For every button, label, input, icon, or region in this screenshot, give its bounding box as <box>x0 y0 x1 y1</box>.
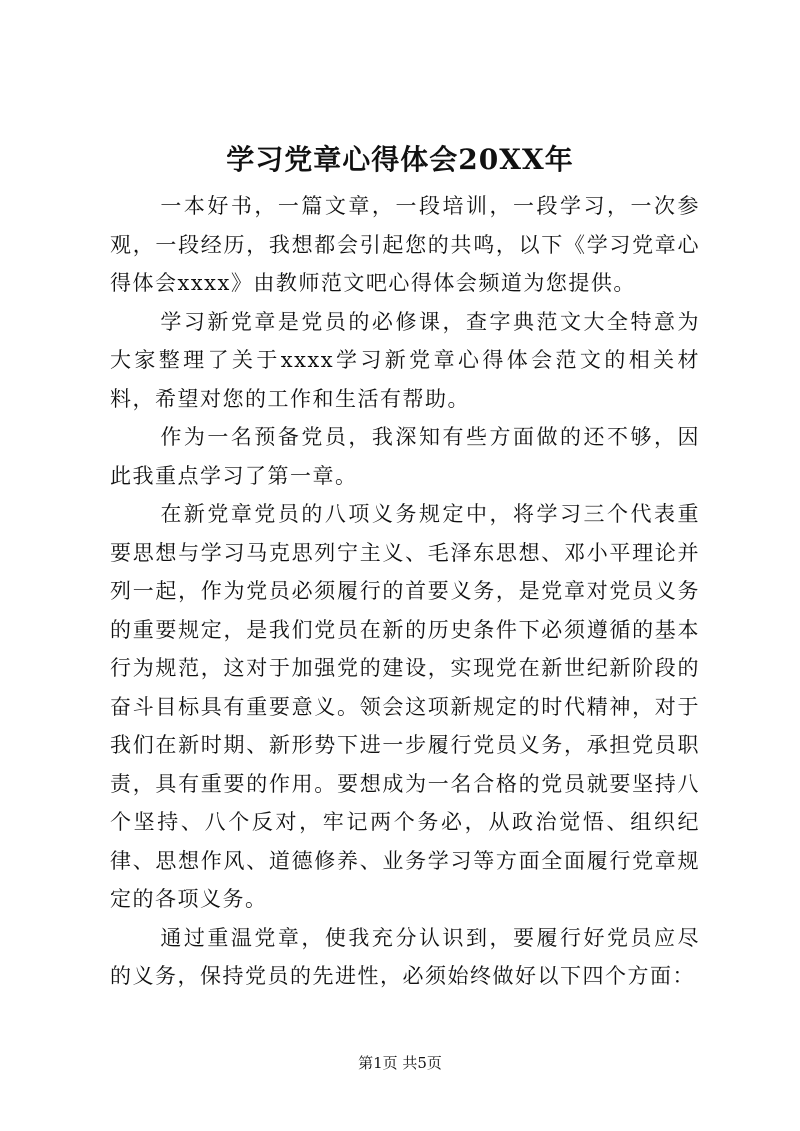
page-footer: 第1页 共5页 <box>358 1054 442 1072</box>
paragraph-2: 学习新党章是党员的必修课，查字典范文大全特意为大家整理了关于xxxx学习新党章心得体会范文的相关材料，希望对您的工作和生活有帮助。 <box>110 309 700 411</box>
paragraph-1: 一本好书，一篇文章，一段培训，一段学习，一次参观，一段经历，我想都会引起您的共鸣，以下《学习党章心得体会xxxx》由教师范文吧心得体会频道为您提供。 <box>110 194 700 295</box>
paragraph-5: 通过重温党章，使我充分认识到，要履行好党员应尽的义务，保持党员的先进性，必须始终做好以下四个方面： <box>110 925 700 988</box>
paragraph-4: 在新党章党员的八项义务规定中，将学习三个代表重要思想与学习马克思列宁主义、毛泽东思想、邓小平理论并列一起，作为党员必须履行的首要义务，是党章对党员义务的重要规定，是我们党员在新的历史条件下必须遵循的基本行为规范，这对于加强党的建设，实现党在新世纪新阶段的奋斗目标具有重要意义。领会这项新规定的时代精神，对于我们在新时期、新形势下进一步履行党员义务，承担党员职责，具有重要的作用。要想成为一名合格的党员就要坚持八个坚持、八个反对，牢记两个务必，从政治觉悟、组织纪律、思想作风、道德修养、业务学习等方面全面履行党章规定的各项义务。 <box>110 502 700 911</box>
document-body <box>110 187 700 996</box>
document-title: 学习党章心得体会20XX年 <box>226 143 574 176</box>
paragraph-3: 作为一名预备党员，我深知有些方面做的还不够，因此我重点学习了第一章。 <box>110 425 700 488</box>
